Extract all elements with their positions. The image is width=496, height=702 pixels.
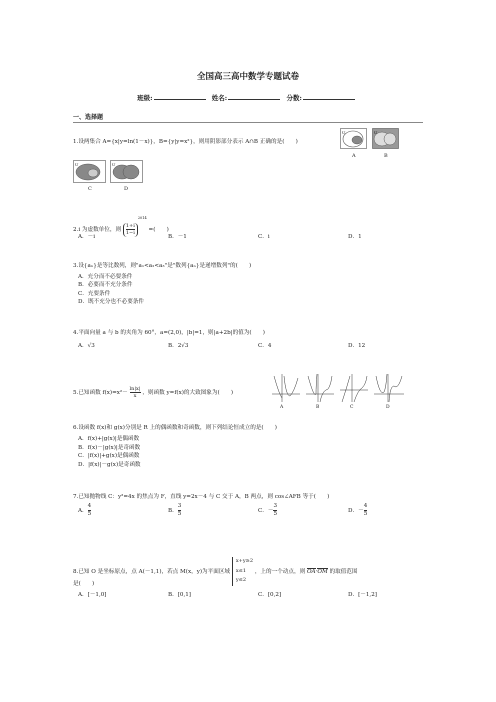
- q3-option-b: B．必要而不充分条件: [78, 282, 133, 288]
- q4-option-b: B．2√3: [168, 343, 189, 349]
- q8-text-a: 8.已知 O 是坐标原点，点 A(－1,1)，若点 M(x，y)为平面区域: [73, 568, 231, 575]
- q5-frac-num: ln|x|: [129, 386, 141, 392]
- q8-option-d: D．[－1,2]: [348, 592, 377, 598]
- q5-text-b: ，则函数 y=f(x)的大致图象为( ): [142, 390, 234, 396]
- question-4-stem: 4.平面向量 a 与 b 的夹角为 60°，a=(2,0)，|b|=1，则|a+2b|的值为( ): [73, 330, 265, 336]
- q7-d-prefix: D．－: [348, 508, 364, 514]
- q3-option-c: C．充要条件: [78, 291, 111, 297]
- question-1-stem: 1.设两集合 A={x|y=ln(1－x)}，B={y|y=x²}，则用阴影部分表示 A∩B 正确的是( ): [73, 139, 298, 145]
- class-label: 班级:: [137, 94, 153, 102]
- q7-b-den: 5: [177, 511, 182, 517]
- question-7-stem: 7.已知抛物线 C：y²=4x 的焦点为 F，直线 y=2x－4 与 C 交于 A，B 两点，则 cos∠AFB 等于( ): [73, 494, 330, 500]
- info-line: [0, 93, 496, 102]
- q3-option-d: D．既不充分也不必要条件: [78, 299, 145, 305]
- q2-exponent: 2014: [137, 216, 147, 220]
- venn-d-label: D: [124, 186, 129, 192]
- q6-option-b: B．f(x)－|g(x)|是奇函数: [78, 445, 141, 451]
- venn-a-u-label: U: [342, 130, 346, 135]
- q4-option-a: A．√3: [78, 343, 95, 349]
- q2-paren: [123, 223, 138, 237]
- q7-a-num: 4: [87, 503, 92, 509]
- q2-option-b: B．－1: [168, 234, 187, 240]
- q5-graph-a-label: A: [280, 405, 284, 410]
- q8-vector-oa: OA: [306, 568, 316, 575]
- q7-b-prefix: B．: [168, 508, 178, 514]
- q8-constraint-3: y≤2: [235, 577, 247, 583]
- question-6-stem: 6.设函数 f(x)和 g(x)分别是 R 上的偶函数和奇函数，则下列结论恒成立的是( ): [73, 425, 277, 431]
- q8-stem-end: 是( ): [73, 581, 95, 587]
- q2-fraction: [126, 223, 135, 236]
- q3-option-a: A．充分而不必要条件: [78, 274, 133, 280]
- q8-constraint-system: [232, 557, 253, 586]
- q8-option-c: C．[0,2]: [258, 592, 282, 598]
- venn-diagram-a: [340, 128, 400, 152]
- venn-c-u-label: U: [75, 162, 79, 167]
- score-label: 分数:: [286, 94, 302, 102]
- question-3-stem: 3.设{aₙ}是等比数列，则"a₁<a₂<a₃"是"数列{aₙ}是递增数列"的( ): [73, 263, 252, 269]
- q8-constraint-2: x≤1: [235, 567, 247, 574]
- section-heading: 一、选择题: [73, 114, 104, 121]
- q2-text-a: 2.i 为虚数单位，则: [73, 227, 122, 233]
- q2-frac-den: 1−i: [125, 229, 135, 236]
- name-blank: [228, 93, 280, 100]
- q5-graph-d-label: D: [386, 405, 390, 410]
- q5-fraction: [130, 386, 141, 399]
- venn-diagram-c-d: [73, 160, 143, 186]
- q8-dot: ·: [315, 568, 318, 575]
- q5-graphs: [270, 372, 410, 406]
- q7-d-num: 4: [363, 503, 368, 509]
- q2-option-d: D．1: [348, 234, 362, 240]
- q5-graph-b-label: B: [316, 405, 320, 410]
- q8-option-a: A．[－1,0]: [78, 592, 107, 598]
- q7-c-den: 5: [273, 511, 278, 517]
- q7-a-den: 5: [87, 511, 92, 517]
- page-title: 全国高三高中数学专题试卷: [196, 72, 299, 82]
- q2-text-b: =( ): [148, 227, 169, 233]
- q5-text-a: 5.已知函数 f(x)=x²－: [73, 390, 128, 396]
- venn-d-u-label: U: [112, 162, 116, 167]
- class-blank: [154, 93, 206, 100]
- q4-option-d: D．12: [348, 343, 366, 349]
- q8-text-b: ，上的一个动点，则: [254, 568, 306, 575]
- question-5-stem: [73, 386, 233, 399]
- q8-text-c: 的取值范围: [329, 568, 358, 575]
- q2-option-a: A．－i: [78, 234, 96, 240]
- q2-frac-num: 1+i: [125, 222, 135, 229]
- q8-vector-om: OM: [317, 568, 328, 575]
- q7-d-den: 5: [363, 511, 368, 517]
- q6-option-c: C．|f(x)|+g(x)是偶函数: [78, 453, 140, 459]
- q5-graph-c-label: C: [350, 405, 354, 410]
- q7-option-d: [348, 503, 367, 518]
- venn-b-u-label: U: [374, 130, 378, 135]
- q7-c-prefix: C．－: [258, 508, 274, 514]
- q5-frac-den: x: [133, 393, 137, 399]
- q6-option-a: A．f(x)+|g(x)|是偶函数: [78, 436, 140, 442]
- q7-b-num: 3: [177, 503, 182, 509]
- q8-option-b: B．[0,1]: [168, 592, 191, 598]
- question-8-stem: [73, 557, 357, 586]
- q7-a-prefix: A．: [78, 508, 88, 514]
- score-blank: [303, 93, 355, 100]
- q2-option-c: C．i: [258, 234, 270, 240]
- venn-c-label: C: [88, 186, 92, 192]
- section-divider: [73, 122, 423, 123]
- q4-option-c: C．4: [258, 343, 272, 349]
- venn-a-label: A: [352, 153, 356, 159]
- venn-b-label: B: [384, 153, 388, 159]
- q7-option-b: [168, 503, 181, 518]
- q7-c-num: 3: [273, 503, 278, 509]
- q8-constraint-1: x+y≥2: [235, 558, 254, 564]
- q6-option-d: D．|f(x)|－g(x)是奇函数: [78, 462, 141, 468]
- q7-option-c: [258, 503, 277, 518]
- q7-option-a: [78, 503, 91, 518]
- name-label: 姓名:: [211, 94, 228, 102]
